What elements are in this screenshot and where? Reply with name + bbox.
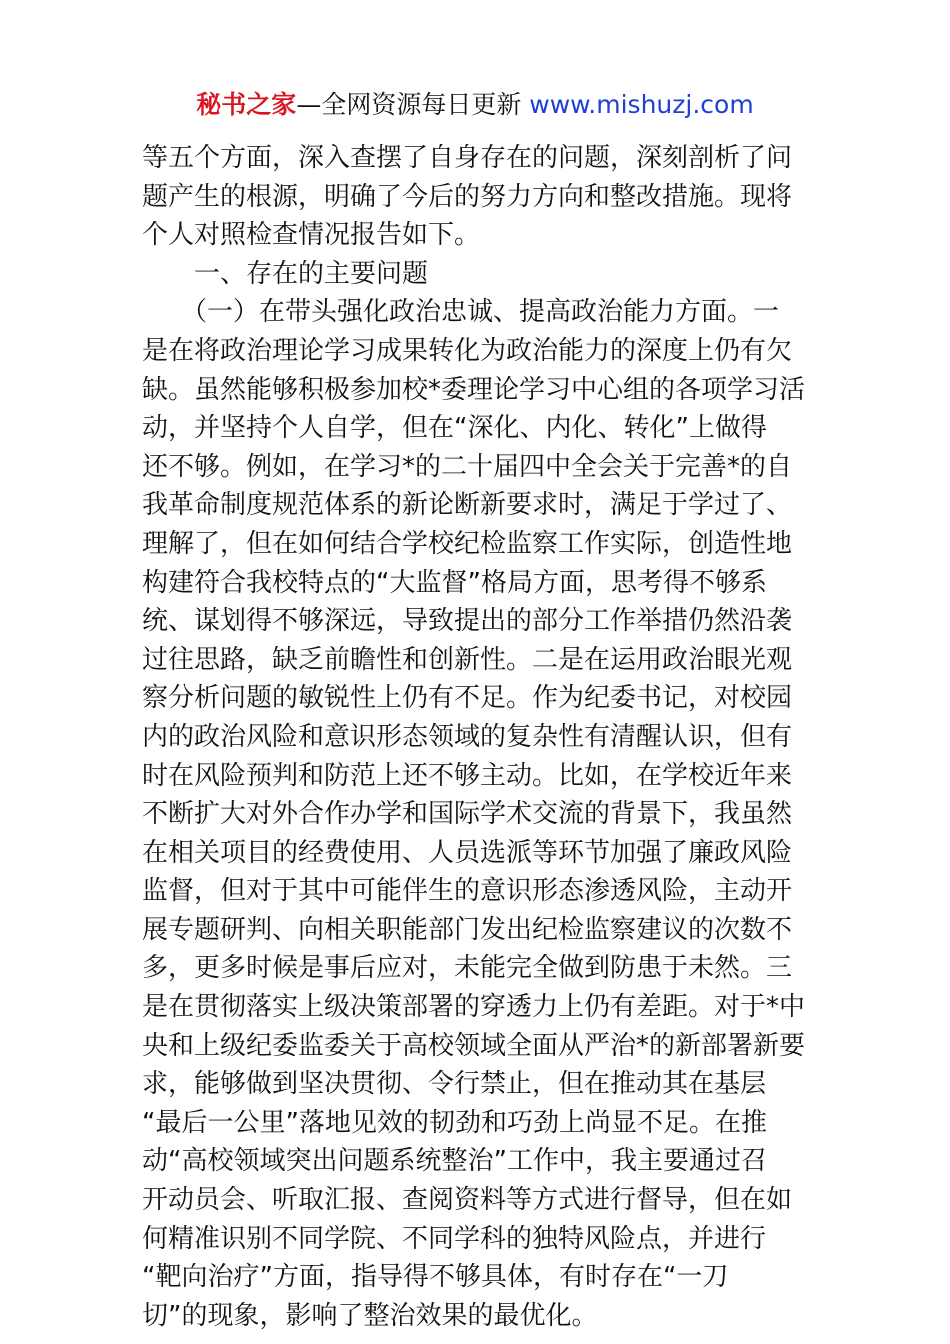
- body-line: 构建符合我校特点的“大监督”格局方面，思考得不够系: [142, 567, 767, 598]
- body-line: 央和上级纪委监委关于高校领域全面从严治*的新部署新要: [142, 1030, 806, 1061]
- body-line: 过往思路，缺乏前瞻性和创新性。二是在运用政治眼光观: [142, 644, 793, 675]
- site-url-link[interactable]: www.mishuzj.com: [529, 90, 754, 119]
- site-tagline: —全网资源每日更新: [296, 90, 530, 119]
- body-line: 题产生的根源，明确了今后的努力方向和整改措施。现将: [142, 181, 793, 212]
- body-line: 时在风险预判和防范上还不够主动。比如，在学校近年来: [142, 760, 793, 791]
- body-line: 监督，但对于其中可能伴生的意识形态渗透风险，主动开: [142, 876, 793, 907]
- body-line: 展专题研判、向相关职能部门发出纪检监察建议的次数不: [142, 914, 793, 945]
- body-line: 缺。虽然能够积极参加校*委理论学习中心组的各项学习活: [142, 374, 806, 405]
- body-line: 察分析问题的敏锐性上仍有不足。作为纪委书记，对校园: [142, 683, 793, 714]
- body-line: 多，更多时候是事后应对，未能完全做到防患于未然。三: [142, 953, 793, 984]
- body-line: 统、谋划得不够深远，导致提出的部分工作举措仍然沿袭: [142, 606, 793, 637]
- document-body: [142, 139, 812, 1335]
- body-line: 在相关项目的经费使用、人员选派等环节加强了廉政风险: [142, 837, 793, 868]
- subsection-heading-line: （一）在带头强化政治忠诚、提高政治能力方面。一: [142, 297, 780, 328]
- body-line: 动，并坚持个人自学，但在“深化、内化、转化”上做得: [142, 413, 767, 444]
- body-line: 还不够。例如，在学习*的二十届四中全会关于完善*的自: [142, 451, 793, 482]
- body-line: 是在贯彻落实上级决策部署的穿透力上仍有差距。对于*中: [142, 992, 806, 1023]
- body-line: 切”的现象，影响了整治效果的最优化。: [142, 1300, 598, 1331]
- body-line: 个人对照检查情况报告如下。: [142, 220, 481, 251]
- body-line: 是在将政治理论学习成果转化为政治能力的深度上仍有欠: [142, 335, 793, 366]
- body-line: 等五个方面，深入查摆了自身存在的问题，深刻剖析了问: [142, 143, 793, 173]
- body-line: 我革命制度规范体系的新论断新要求时，满足于学过了、: [142, 490, 793, 521]
- body-line: 不断扩大对外合作办学和国际学术交流的背景下，我虽然: [142, 799, 793, 830]
- body-line: “最后一公里”落地见效的韧劲和巧劲上尚显不足。在推: [142, 1107, 767, 1138]
- page-header: [0, 88, 950, 122]
- body-line: 动“高校领域突出问题系统整治”工作中，我主要通过召: [142, 1146, 767, 1177]
- body-line: 理解了，但在如何结合学校纪检监察工作实际，创造性地: [142, 528, 793, 559]
- body-line: 开动员会、听取汇报、查阅资料等方式进行督导，但在如: [142, 1185, 793, 1216]
- section-heading: 一、存在的主要问题: [142, 258, 429, 289]
- body-line: 内的政治风险和意识形态领域的复杂性有清醒认识，但有: [142, 721, 793, 752]
- body-line: 何精准识别不同学院、不同学科的独特风险点，并进行: [142, 1223, 767, 1254]
- site-brand: 秘书之家: [196, 90, 297, 119]
- body-line: 求，能够做到坚决贯彻、令行禁止，但在推动其在基层: [142, 1069, 767, 1100]
- body-line: “靶向治疗”方面，指导得不够具体，有时存在“一刀: [142, 1262, 729, 1293]
